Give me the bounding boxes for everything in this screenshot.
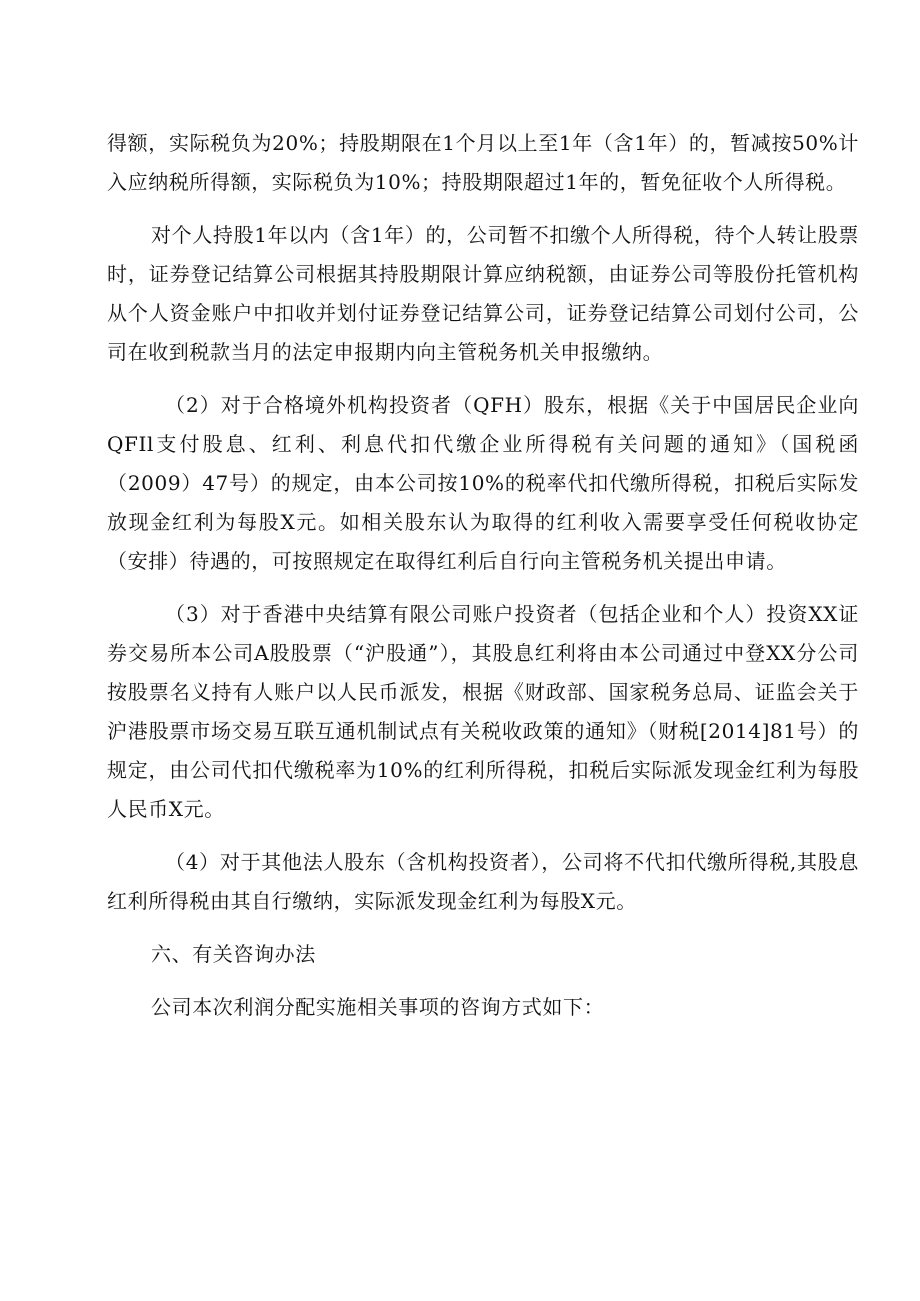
paragraph-hk-stock-connect: （3）对于香港中央结算有限公司账户投资者（包括企业和个人）投资XX证券交易所本公司A股股票（“沪股通”），其股息红利将由本公司通过中登XX分公司按股票名义持有人账户以人民币派发，根据《财政部、国家税务总局、证监会关于沪港股票市场交易互联互通机制试点有关税收政策的通知》（财税[2014]81号）的规定，由公司代扣代缴税率为10%的红利所得税，扣税后实际派发现金红利为每股人民币X元。	[107, 602, 859, 821]
paragraph-tax-rates-continued: 得额，实际税负为20%；持股期限在1个月以上至1年（含1年）的，暂减按50%计入应纳税所得额，实际税负为10%；持股期限超过1年的，暂免征收个人所得税。	[107, 131, 859, 194]
paragraph-other-legal-entities: （4）对于其他法人股东（含机构投资者），公司将不代扣代缴所得税,其股息红利所得税由其自行缴纳，实际派发现金红利为每股X元。	[107, 850, 859, 913]
paragraph-qfii-shareholders: （2）对于合格境外机构投资者（QFH）股东，根据《关于中国居民企业向QFIl支付股息、红利、利息代扣代缴企业所得税有关问题的通知》（国税函（2009）47号）的规定，由本公司按10%的税率代扣代缴所得税，扣税后实际发放现金红利为每股X元。如相关股东认为取得的红利收入需要享受任何税收协定（安排）待遇的，可按照规定在取得红利后自行向主管税务机关提出申请。	[107, 393, 859, 573]
document-body	[107, 124, 859, 1027]
paragraph-individual-withholding: 对个人持股1年以内（含1年）的，公司暂不扣缴个人所得税，待个人转让股票时，证券登记结算公司根据其持股期限计算应纳税额，由证券公司等股份托管机构从个人资金账户中扣收并划付证券登记结算公司，证券登记结算公司划付公司，公司在收到税款当月的法定申报期内向主管税务机关申报缴纳。	[107, 223, 859, 364]
paragraph-consultation-intro: 公司本次利润分配实施相关事项的咨询方式如下：	[151, 995, 605, 1019]
section-heading-consultation: 六、有关咨询办法	[151, 942, 316, 966]
